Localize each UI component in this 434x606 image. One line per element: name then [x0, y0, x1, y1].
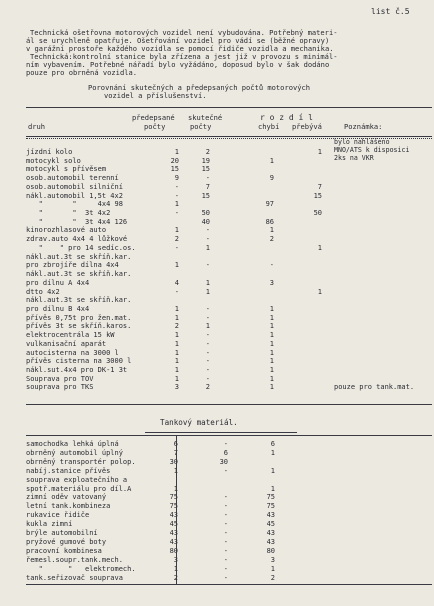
- table-row: [0, 520, 434, 528]
- row-chybi: 1: [269, 339, 274, 348]
- row-skutecne: -: [223, 564, 228, 573]
- table-row: [0, 440, 434, 448]
- note-bylo-line: MNO/ATS k disposici: [334, 146, 410, 154]
- header-prebyva: přebývá: [292, 122, 322, 131]
- table-row: [0, 458, 434, 466]
- table-row: [0, 192, 434, 201]
- page-label: list č.5: [371, 7, 410, 16]
- row-predepsane: 9: [174, 174, 179, 183]
- row-chybi: 1: [270, 484, 275, 493]
- row-predepsane: 43: [169, 529, 178, 537]
- vehicle-table-bottom-rule: [26, 404, 432, 405]
- table-row: [0, 165, 434, 174]
- header-druh: druh: [28, 122, 46, 131]
- row-chybi: 75: [266, 502, 275, 511]
- row-predepsane: 3: [174, 383, 179, 392]
- header-rozdil: r o z d í l: [260, 113, 313, 122]
- row-predepsane: -: [174, 287, 179, 296]
- tank-table-bottom-rule: [26, 584, 432, 585]
- row-predepsane: 43: [169, 511, 178, 520]
- table-row: [0, 296, 434, 305]
- row-predepsane: 45: [169, 520, 178, 529]
- row-name: motocykl s přívěsem: [26, 165, 107, 174]
- row-name: tank.seřizovač souprava: [26, 573, 123, 582]
- row-name: autocisterna na 3000 l: [26, 348, 119, 357]
- row-name: nákl.aut.3t se skříň.kar.: [26, 252, 132, 261]
- row-skutecne: 1: [205, 243, 210, 252]
- row-name: rukavice řidiče: [26, 511, 90, 520]
- row-name: osob.automobil terenní: [26, 174, 119, 183]
- row-predepsane: 75: [169, 493, 178, 502]
- row-name: přívěs 0,75t pro žen.mat.: [26, 313, 132, 322]
- intro-line: ál se urychleně opatřuje. Ošetřování vozidel pro vádí se (běžné opravy): [26, 36, 330, 45]
- header-poznamka: Poznámka:: [344, 122, 383, 131]
- row-skutecne: 1: [205, 278, 210, 287]
- row-name: vulkanisační aparát: [26, 339, 107, 348]
- table-row: [0, 331, 434, 340]
- table-row: [0, 253, 434, 262]
- row-skutecne: -: [205, 374, 210, 383]
- header-skutecne: počty: [190, 122, 212, 131]
- row-name: letní tank.kombineza: [26, 502, 111, 511]
- table-row: [0, 547, 434, 555]
- row-predepsane: 1: [174, 148, 179, 156]
- row-prebyva: 1: [317, 148, 322, 156]
- row-chybi: 1: [269, 348, 274, 357]
- row-predepsane: 1: [174, 366, 179, 374]
- table-row: [0, 493, 434, 501]
- row-skutecne: 2: [205, 148, 210, 156]
- table-row: [0, 261, 434, 270]
- row-name: kinorozhlasové auto: [26, 226, 107, 235]
- row-skutecne: 19: [201, 156, 210, 165]
- row-chybi: 2: [269, 235, 274, 244]
- table-top-rule: [26, 107, 432, 108]
- note-bylo-line: bylo nahlášeno: [334, 138, 390, 146]
- table-row: [0, 556, 434, 564]
- intro-line: ním vybavením. Potřebné nářadí bylo vyžádáno, doposud bylo v šak dodáno: [26, 60, 330, 69]
- table-row: [0, 476, 434, 484]
- row-chybi: 1: [269, 383, 274, 392]
- row-skutecne: 7: [205, 182, 210, 191]
- row-name: pro dílnu B 4x4: [26, 304, 90, 313]
- table-row: [0, 279, 434, 288]
- row-chybi: 1: [269, 304, 274, 313]
- row-name: samochodka lehká úplná: [26, 440, 119, 448]
- row-predepsane: 6: [173, 440, 178, 448]
- table-row: [0, 502, 434, 510]
- row-predepsane: 80: [169, 546, 178, 555]
- comparison-title: vozidel a příslušenství.: [104, 91, 207, 100]
- row-skutecne: -: [223, 537, 228, 546]
- row-name: nákl.automobil 1,5t 4x2: [26, 191, 123, 200]
- row-predepsane: 1: [174, 261, 179, 270]
- row-chybi: 43: [266, 529, 275, 537]
- row-predepsane: 15: [170, 165, 179, 174]
- row-skutecne: 50: [201, 209, 210, 218]
- row-prebyva: 7: [317, 182, 322, 191]
- row-predepsane: 1: [174, 357, 179, 366]
- row-chybi: 1: [270, 564, 275, 573]
- row-predepsane: 3: [173, 555, 178, 564]
- header-skutecne: skutečné: [188, 113, 223, 122]
- row-poznamka: pouze pro tank.mat.: [334, 383, 415, 392]
- tank-title-rule: [145, 432, 297, 433]
- row-predepsane: 1: [174, 313, 179, 322]
- row-name: " " elektromech.: [26, 564, 136, 573]
- row-name: pracovní kombinesa: [26, 546, 102, 555]
- row-name: souprava exploatečního a: [26, 475, 128, 484]
- row-predepsane: 1: [173, 564, 178, 573]
- row-chybi: 97: [265, 200, 274, 209]
- row-name: osob.automobil silniční: [26, 182, 123, 191]
- row-prebyva: 15: [313, 191, 322, 200]
- table-row: [0, 366, 434, 375]
- row-chybi: 80: [266, 546, 275, 555]
- row-predepsane: 1: [174, 331, 179, 340]
- table-row: [0, 349, 434, 358]
- row-chybi: 3: [269, 278, 274, 287]
- intro-line: Technická ošetřovna motorových vozidel není vybudována. Potřebný materi-: [30, 28, 338, 37]
- row-skutecne: -: [223, 573, 228, 582]
- tank-section-title: Tankový materiál.: [160, 418, 238, 427]
- row-chybi: 3: [270, 555, 275, 564]
- header-predepsane: předepsané: [132, 113, 175, 122]
- row-name: " " pro 14 sedíc.os.: [26, 243, 136, 252]
- row-predepsane: 1: [174, 200, 179, 209]
- row-skutecne: -: [223, 555, 228, 564]
- row-name: řemesl.soupr.tank.mech.: [26, 555, 123, 564]
- row-name: " " 4x4 98: [26, 200, 123, 209]
- row-chybi: 1: [269, 313, 274, 322]
- row-name: nabíj.stanice přívěs: [26, 466, 111, 475]
- intro-line: Technická:kontrolní stanice byla zřízena a jest již v provozu s minimál-: [30, 52, 338, 61]
- row-skutecne: -: [205, 304, 210, 313]
- table-row: [0, 209, 434, 218]
- table-row: [0, 270, 434, 279]
- table-row: [0, 565, 434, 573]
- row-predepsane: 1: [174, 226, 179, 235]
- row-name: nákl.sut.4x4 pro DK-1 3t: [26, 366, 128, 374]
- row-skutecne: 1: [205, 287, 210, 296]
- row-predepsane: 1: [173, 484, 178, 493]
- row-prebyva: 1: [317, 243, 322, 252]
- table-row: [0, 183, 434, 192]
- row-prebyva: 50: [313, 209, 322, 218]
- row-skutecne: -: [223, 493, 228, 502]
- row-name: souprava pro TKS: [26, 383, 94, 392]
- row-skutecne: 6: [223, 448, 228, 457]
- row-skutecne: -: [223, 529, 228, 537]
- row-name: zimní oděv vatovaný: [26, 493, 107, 502]
- row-name: obrněný automobil úplný: [26, 448, 123, 457]
- row-skutecne: -: [223, 520, 228, 529]
- tank-table-top-rule: [26, 435, 432, 436]
- row-predepsane: 7: [173, 448, 178, 457]
- table-row: [0, 529, 434, 537]
- row-predepsane: 1: [173, 466, 178, 475]
- intro-line: v garážní prostoře každého vozidla se pomocí řidiče vozidla a mechanika.: [26, 44, 334, 53]
- row-skutecne: 30: [219, 457, 228, 466]
- row-predepsane: 2: [174, 322, 179, 331]
- row-skutecne: -: [205, 226, 210, 235]
- row-chybi: 1: [269, 322, 274, 331]
- table-row: [0, 322, 434, 331]
- row-chybi: 75: [266, 493, 275, 502]
- row-chybi: 1: [269, 374, 274, 383]
- row-skutecne: -: [223, 466, 228, 475]
- table-row: [0, 226, 434, 235]
- table-row: [0, 511, 434, 519]
- row-name: přívěs cisterna na 3000 l: [26, 357, 132, 366]
- comparison-title: Porovnání skutečných a předepsaných počtů motorových: [88, 83, 311, 92]
- table-row: [0, 244, 434, 253]
- table-row: [0, 340, 434, 349]
- header-bottom-rule: [26, 136, 432, 137]
- row-name: pryžové gumové boty: [26, 537, 107, 546]
- row-chybi: 1: [269, 357, 274, 366]
- row-skutecne: 1: [205, 322, 210, 331]
- row-name: pro zbrojíře dílna 4x4: [26, 261, 119, 270]
- intro-line: pouze pro obrněná vozidla.: [26, 68, 138, 77]
- row-name: brýle automobilní: [26, 529, 98, 537]
- row-name: spotř.materiálu pro díl.A: [26, 484, 132, 493]
- table-row: [0, 314, 434, 323]
- row-name: jízdní kolo: [26, 148, 73, 156]
- row-predepsane: 1: [174, 339, 179, 348]
- row-predepsane: 1: [174, 348, 179, 357]
- row-name: motocykl solo: [26, 156, 81, 165]
- table-row: [0, 357, 434, 366]
- row-skutecne: -: [223, 440, 228, 448]
- row-skutecne: -: [205, 348, 210, 357]
- row-chybi: 86: [265, 217, 274, 226]
- row-chybi: 1: [269, 331, 274, 340]
- row-predepsane: 1: [174, 374, 179, 383]
- row-name: nákl.aut.3t se skříň.kar.: [26, 270, 132, 279]
- row-predepsane: 2: [173, 573, 178, 582]
- row-skutecne: -: [223, 546, 228, 555]
- table-row: [0, 485, 434, 493]
- row-skutecne: 2: [205, 383, 210, 392]
- row-name: pro dílnu A 4x4: [26, 278, 90, 287]
- row-chybi: 45: [266, 520, 275, 529]
- row-chybi: -: [269, 261, 274, 270]
- row-predepsane: -: [174, 191, 179, 200]
- table-row: [0, 235, 434, 244]
- row-predepsane: 30: [169, 457, 178, 466]
- row-name: přívěs 3t se skříň.karos.: [26, 322, 132, 331]
- row-skutecne: 15: [201, 165, 210, 174]
- header-predepsane: počty: [144, 122, 166, 131]
- tank-column-divider: [176, 436, 177, 584]
- row-chybi: 1: [269, 156, 274, 165]
- row-predepsane: -: [174, 182, 179, 191]
- row-skutecne: -: [205, 331, 210, 340]
- table-row: [0, 467, 434, 475]
- row-skutecne: -: [205, 357, 210, 366]
- header-chybi: chybí: [258, 122, 280, 131]
- row-name: kukla zimní: [26, 520, 73, 529]
- row-predepsane: 1: [174, 304, 179, 313]
- row-prebyva: 1: [317, 287, 322, 296]
- row-chybi: 2: [270, 573, 275, 582]
- row-predepsane: 43: [169, 537, 178, 546]
- row-name: dtto 4x2: [26, 287, 60, 296]
- row-skutecne: -: [205, 235, 210, 244]
- table-row: [0, 200, 434, 209]
- table-row: [0, 174, 434, 183]
- row-skutecne: -: [223, 502, 228, 511]
- table-row: [0, 538, 434, 546]
- row-name: " " 3t 4x4 126: [26, 217, 128, 226]
- table-row: [0, 449, 434, 457]
- row-predepsane: 20: [170, 156, 179, 165]
- row-skutecne: 15: [201, 191, 210, 200]
- note-bylo-line: 2ks na VKR: [334, 154, 374, 162]
- table-row: [0, 574, 434, 582]
- row-chybi: 9: [269, 174, 274, 183]
- row-chybi: 1: [270, 448, 275, 457]
- row-chybi: 6: [270, 440, 275, 448]
- row-name: obrněný transportér polop.: [26, 457, 136, 466]
- row-name: Souprava pro TOV: [26, 374, 94, 383]
- row-name: " " 3t 4x2: [26, 209, 111, 218]
- table-row: [0, 305, 434, 314]
- row-predepsane: 2: [174, 235, 179, 244]
- table-row: [0, 218, 434, 227]
- row-skutecne: -: [205, 313, 210, 322]
- row-predepsane: 4: [174, 278, 179, 287]
- row-name: elektrocentrála 15 kW: [26, 331, 115, 340]
- table-row: [0, 383, 434, 392]
- row-chybi: 1: [269, 226, 274, 235]
- table-row: [0, 288, 434, 297]
- table-row: [0, 375, 434, 384]
- row-skutecne: -: [205, 261, 210, 270]
- row-predepsane: -: [174, 243, 179, 252]
- row-name: nákl.aut.3t se skříň.kar.: [26, 296, 132, 305]
- row-chybi: 1: [270, 466, 275, 475]
- row-skutecne: -: [223, 511, 228, 520]
- row-predepsane: -: [174, 209, 179, 218]
- row-skutecne: -: [205, 339, 210, 348]
- row-skutecne: 40: [201, 217, 210, 226]
- row-chybi: 43: [266, 537, 275, 546]
- row-chybi: 1: [269, 366, 274, 374]
- row-name: zdrav.auto 4x4 4 lůžkové: [26, 235, 128, 244]
- row-skutecne: -: [205, 366, 210, 374]
- row-chybi: 43: [266, 511, 275, 520]
- row-skutecne: -: [205, 174, 210, 183]
- row-predepsane: 75: [169, 502, 178, 511]
